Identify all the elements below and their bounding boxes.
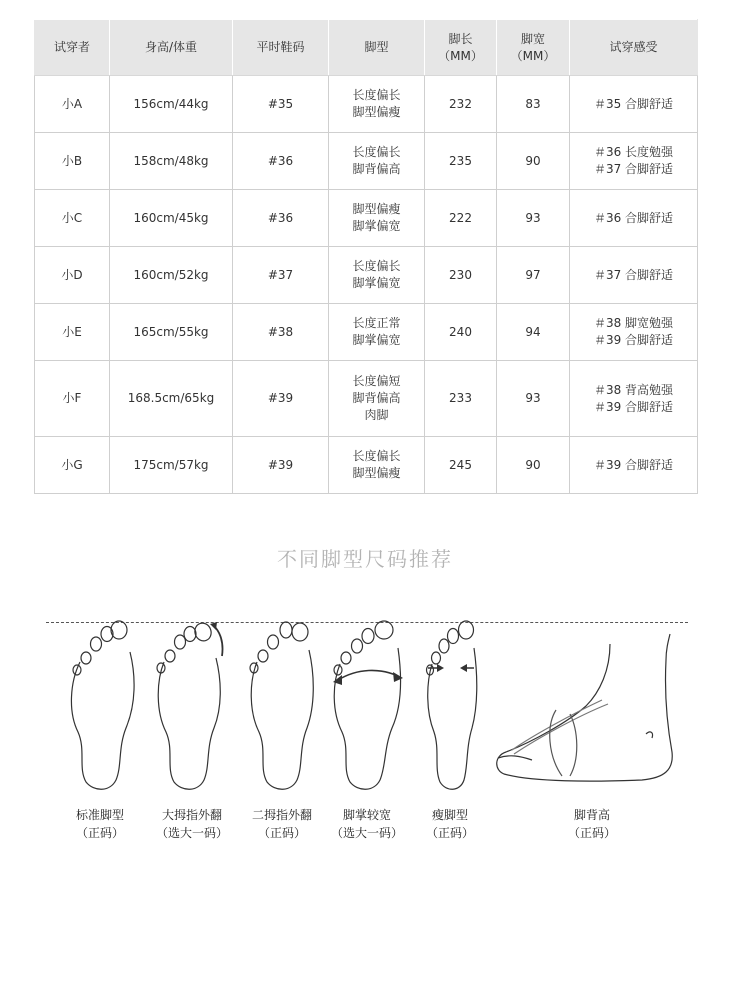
header-foot-width: 脚宽 （MM） — [497, 20, 570, 76]
cell-height-weight: 160cm/45kg — [110, 190, 233, 247]
cell-foot-width: 90 — [497, 133, 570, 190]
high-instep-foot-icon — [492, 630, 682, 790]
cell-foot-length: 235 — [425, 133, 497, 190]
cell-usual-size: #39 — [233, 361, 329, 437]
cell-foot-width: 90 — [497, 437, 570, 494]
table-row — [35, 437, 698, 494]
header-foot-type: 脚型 — [329, 20, 425, 76]
size-advice: （正码） — [257, 826, 306, 840]
table-row — [35, 190, 698, 247]
cell-usual-size: #39 — [233, 437, 329, 494]
cell-fit-feedback: ＃36 合脚舒适 — [570, 190, 698, 247]
caption-standard-foot — [50, 806, 150, 842]
cell-foot-type: 长度偏短 脚背偏高 肉脚 — [329, 361, 425, 437]
foot-type-name: 瘦脚型 — [431, 808, 468, 822]
cell-foot-length: 222 — [425, 190, 497, 247]
cell-fit-feedback: ＃39 合脚舒适 — [570, 437, 698, 494]
header-foot-length: 脚长 （MM） — [425, 20, 497, 76]
caption-bunion-foot — [142, 806, 242, 842]
size-advice: （正码） — [75, 826, 124, 840]
foot-type-name: 脚背高 — [573, 808, 610, 822]
size-advice: （选大一码） — [330, 826, 403, 840]
table-row — [35, 247, 698, 304]
cell-foot-type: 长度偏长 脚型偏瘦 — [329, 76, 425, 133]
cell-tester: 小C — [35, 190, 110, 247]
cell-foot-length: 232 — [425, 76, 497, 133]
table-row — [35, 76, 698, 133]
caption-slim-foot — [400, 806, 500, 842]
table-header-row — [35, 20, 698, 76]
cell-usual-size: #36 — [233, 133, 329, 190]
cell-fit-feedback: ＃38 脚宽勉强 ＃39 合脚舒适 — [570, 304, 698, 361]
cell-foot-width: 93 — [497, 190, 570, 247]
cell-foot-width: 93 — [497, 361, 570, 437]
bunion-foot-icon — [150, 620, 234, 792]
header-usual-size: 平时鞋码 — [233, 20, 329, 76]
cell-height-weight: 160cm/52kg — [110, 247, 233, 304]
cell-height-weight: 165cm/55kg — [110, 304, 233, 361]
cell-usual-size: #35 — [233, 76, 329, 133]
table-row — [35, 304, 698, 361]
cell-fit-feedback: ＃36 长度勉强 ＃37 合脚舒适 — [570, 133, 698, 190]
cell-foot-type: 长度偏长 脚型偏瘦 — [329, 437, 425, 494]
cell-usual-size: #37 — [233, 247, 329, 304]
header-fit-feedback: 试穿感受 — [570, 20, 698, 76]
cell-tester: 小E — [35, 304, 110, 361]
cell-foot-length: 245 — [425, 437, 497, 494]
caption-high-instep-foot — [542, 806, 642, 842]
size-advice: （正码） — [425, 826, 474, 840]
foot-type-name: 脚掌较宽 — [342, 808, 391, 822]
standard-foot-icon — [60, 620, 140, 792]
cell-foot-width: 83 — [497, 76, 570, 133]
section-title: 不同脚型尺码推荐 — [277, 547, 453, 571]
cell-tester: 小F — [35, 361, 110, 437]
fit-table — [34, 19, 698, 494]
cell-height-weight: 156cm/44kg — [110, 76, 233, 133]
wide-foot-icon — [330, 620, 406, 792]
header-tester: 试穿者 — [35, 20, 110, 76]
table-row — [35, 133, 698, 190]
foot-type-name: 大拇指外翻 — [161, 808, 222, 822]
table-row — [35, 361, 698, 437]
cell-fit-feedback: ＃35 合脚舒适 — [570, 76, 698, 133]
cell-tester: 小G — [35, 437, 110, 494]
cell-foot-type: 长度正常 脚掌偏宽 — [329, 304, 425, 361]
cell-foot-type: 长度偏长 脚背偏高 — [329, 133, 425, 190]
cell-usual-size: #38 — [233, 304, 329, 361]
cell-tester: 小B — [35, 133, 110, 190]
cell-height-weight: 175cm/57kg — [110, 437, 233, 494]
cell-foot-length: 230 — [425, 247, 497, 304]
size-advice: （选大一码） — [155, 826, 228, 840]
cell-foot-type: 长度偏长 脚掌偏宽 — [329, 247, 425, 304]
slim-foot-icon — [420, 620, 484, 792]
cell-foot-width: 94 — [497, 304, 570, 361]
cell-fit-feedback: ＃37 合脚舒适 — [570, 247, 698, 304]
cell-tester: 小A — [35, 76, 110, 133]
cell-foot-width: 97 — [497, 247, 570, 304]
cell-foot-length: 233 — [425, 361, 497, 437]
cell-foot-length: 240 — [425, 304, 497, 361]
size-advice: （正码） — [567, 826, 616, 840]
cell-fit-feedback: ＃38 背高勉强 ＃39 合脚舒适 — [570, 361, 698, 437]
cell-height-weight: 158cm/48kg — [110, 133, 233, 190]
cell-foot-type: 脚型偏瘦 脚掌偏宽 — [329, 190, 425, 247]
foot-type-name: 标准脚型 — [75, 808, 124, 822]
cell-usual-size: #36 — [233, 190, 329, 247]
cell-tester: 小D — [35, 247, 110, 304]
header-height-weight: 身高/体重 — [110, 20, 233, 76]
cell-height-weight: 168.5cm/65kg — [110, 361, 233, 437]
foot-type-name: 二拇指外翻 — [251, 808, 312, 822]
second-toe-foot-icon — [243, 620, 323, 792]
